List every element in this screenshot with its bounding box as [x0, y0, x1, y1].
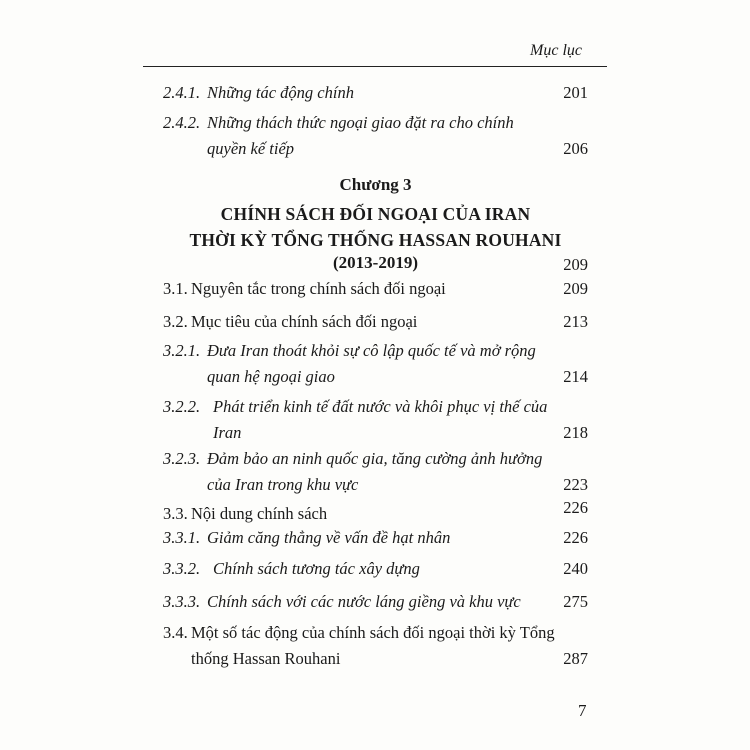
- header-rule: [143, 66, 607, 67]
- entry-number: 3.3.: [163, 504, 188, 523]
- entry-title: Giảm căng thẳng về vấn đề hạt nhân: [207, 528, 451, 547]
- running-head: Mục lục: [530, 42, 582, 59]
- entry-title: Nội dung chính sách: [191, 504, 328, 523]
- toc-entry-3-3-3[interactable]: [163, 589, 588, 615]
- toc-entry-3-3-2[interactable]: [163, 556, 588, 582]
- entry-number: 3.2.2.: [163, 397, 201, 416]
- entry-title: Đưa Iran thoát khỏi sự cô lập quốc tế và mở rộng quan hệ ngoại giao: [207, 341, 536, 386]
- entry-page: 213: [563, 312, 588, 331]
- entry-number: 3.2.3.: [163, 449, 201, 468]
- entry-number: 3.1.: [163, 279, 188, 298]
- toc-entry-3-2-2[interactable]: [163, 394, 588, 446]
- toc-entry-3-3[interactable]: [163, 498, 588, 527]
- entry-page: 240: [563, 559, 588, 578]
- entry-page: 201: [563, 83, 588, 102]
- entry-number: 3.3.3.: [163, 592, 201, 611]
- chapter-title-line-2: THỜI KỲ TỔNG THỐNG HASSAN ROUHANI: [189, 230, 562, 250]
- entry-title: Những thách thức ngoại giao đặt ra cho chính quyền kế tiếp: [207, 113, 514, 158]
- entry-page: 275: [563, 592, 588, 611]
- toc-entry-3-3-1[interactable]: [163, 525, 588, 551]
- toc-entry-2-4-1[interactable]: [163, 80, 588, 106]
- chapter-title-line-1: CHÍNH SÁCH ĐỐI NGOẠI CỦA IRAN: [220, 204, 531, 224]
- entry-title: Đảm bảo an ninh quốc gia, tăng cường ảnh hưởng của Iran trong khu vực: [207, 449, 543, 494]
- entry-page: 226: [563, 498, 588, 517]
- entry-page: 214: [563, 367, 588, 386]
- entry-number: 3.2.: [163, 312, 188, 331]
- toc-entry-3-4[interactable]: [163, 620, 588, 672]
- page-number: 7: [578, 701, 587, 720]
- entry-page: 223: [563, 475, 588, 494]
- toc-entry-3-1[interactable]: [163, 276, 588, 302]
- toc-entry-3-2[interactable]: [163, 309, 588, 335]
- entry-title: Mục tiêu của chính sách đối ngoại: [191, 312, 418, 331]
- entry-page: 218: [563, 423, 588, 442]
- entry-title: Chính sách tương tác xây dựng: [213, 559, 420, 578]
- entry-number: 2.4.1.: [163, 83, 201, 102]
- chapter-page: 209: [563, 255, 588, 274]
- toc-entry-3-2-3[interactable]: [163, 446, 588, 498]
- entry-title: Một số tác động của chính sách đối ngoại thời kỳ Tổng thống Hassan Rouhani: [191, 623, 555, 668]
- entry-title: Phát triển kinh tế đất nước và khôi phục vị thế của Iran: [213, 397, 548, 442]
- entry-page: 209: [563, 279, 588, 298]
- entry-title: Chính sách với các nước láng giềng và khu vực: [207, 592, 521, 611]
- toc-entry-2-4-2[interactable]: [163, 110, 588, 162]
- toc-entry-3-2-1[interactable]: [163, 338, 588, 390]
- entry-number: 3.4.: [163, 623, 188, 642]
- entry-number: 3.3.1.: [163, 528, 201, 547]
- entry-number: 2.4.2.: [163, 113, 201, 132]
- entry-page: 226: [563, 528, 588, 547]
- entry-title: Nguyên tắc trong chính sách đối ngoại: [191, 279, 446, 298]
- entry-page: 287: [563, 649, 588, 668]
- chapter-title: [163, 201, 588, 253]
- chapter-label: Chương 3: [339, 175, 412, 194]
- entry-number: 3.2.1.: [163, 341, 201, 360]
- entry-page: 206: [563, 139, 588, 158]
- entry-number: 3.3.2.: [163, 559, 201, 578]
- chapter-years: (2013-2019): [333, 253, 418, 272]
- entry-title: Những tác động chính: [207, 83, 354, 102]
